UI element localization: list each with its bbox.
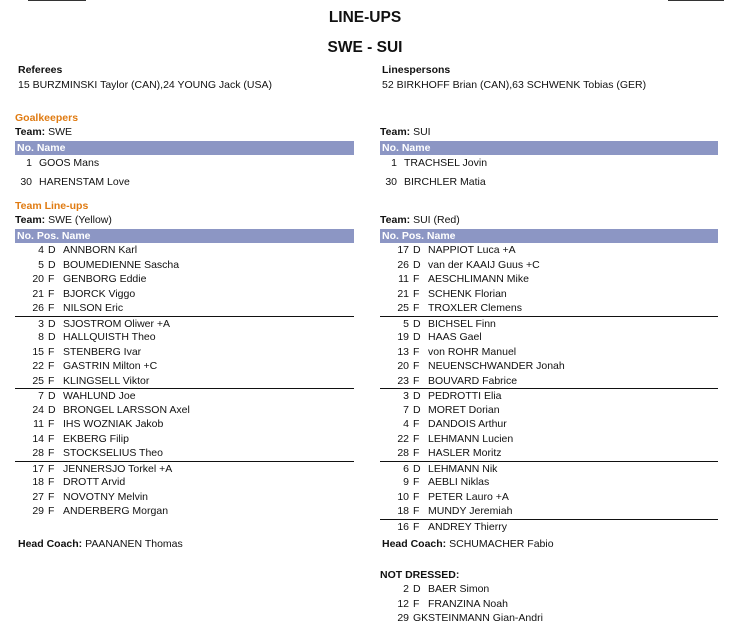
lineups-section-label: Team Line-ups xyxy=(15,200,89,212)
player-name: ANNBORN Karl xyxy=(63,244,138,256)
player-name: LEHMANN Lucien xyxy=(428,432,514,445)
lineup-right-team-name: SUI (Red) xyxy=(413,214,460,226)
player-name: NAPPIOT Luca +A xyxy=(428,244,516,256)
page-title: LINE-UPS xyxy=(328,9,402,26)
player-name: EKBERG Filip xyxy=(63,432,129,445)
player-name: AESCHLIMANN Mike xyxy=(428,273,529,285)
lineup-right-row xyxy=(380,374,718,389)
not-dressed-row xyxy=(380,611,718,626)
player-position: F xyxy=(48,490,55,503)
player-name: HAAS Gael xyxy=(428,331,482,343)
gk-row xyxy=(380,175,718,190)
player-position: F xyxy=(48,462,55,475)
player-name: KLINGSELL Viktor xyxy=(63,374,150,387)
gk-number: 1 xyxy=(391,157,397,169)
lineup-left-row xyxy=(15,504,354,519)
player-name: JENNERSJO Torkel +A xyxy=(63,462,173,475)
player-number: 20 xyxy=(32,273,44,285)
lineup-left-row xyxy=(15,417,354,432)
player-position: D xyxy=(48,331,56,343)
gk-right-header: No. Name xyxy=(380,141,718,155)
lineup-left-team-name: SWE (Yellow) xyxy=(48,214,112,226)
player-number: 14 xyxy=(32,432,44,445)
match-title: SWE - SUI xyxy=(327,39,403,56)
lineup-right-team-label: Team: xyxy=(380,214,411,226)
player-position: D xyxy=(48,403,56,416)
gk-row xyxy=(380,156,718,175)
gk-right-team xyxy=(380,126,431,138)
gk-row xyxy=(15,175,354,190)
player-number: 20 xyxy=(397,360,409,372)
lineup-right-row xyxy=(380,519,718,534)
player-number: 5 xyxy=(403,317,409,330)
player-number: 19 xyxy=(397,331,409,343)
player-number: 7 xyxy=(38,390,44,402)
lineup-left-row xyxy=(15,316,354,331)
player-name: BOUMEDIENNE Sascha xyxy=(63,258,180,271)
player-position: D xyxy=(413,258,421,271)
lineup-right-row xyxy=(380,301,718,316)
player-name: NEUENSCHWANDER Jonah xyxy=(428,360,565,372)
player-position: F xyxy=(413,505,420,517)
lineup-left-row xyxy=(15,446,354,461)
player-name: MORET Dorian xyxy=(428,403,500,416)
player-number: 4 xyxy=(403,418,409,430)
lineup-right-list xyxy=(380,243,718,533)
lineup-left-row xyxy=(15,287,354,302)
player-name: STEINMANN Gian-Andri xyxy=(428,612,543,624)
player-position: D xyxy=(48,244,56,256)
gk-number: 1 xyxy=(26,157,32,169)
linespersons-label: Linespersons xyxy=(382,64,451,76)
not-dressed-row xyxy=(380,597,718,612)
player-position: D xyxy=(48,390,56,402)
referees-label: Referees xyxy=(18,64,63,76)
player-name: FRANZINA Noah xyxy=(428,597,508,610)
player-position: F xyxy=(48,418,55,430)
gk-name: TRACHSEL Jovin xyxy=(404,157,488,169)
lineup-right-row xyxy=(380,475,718,490)
player-position: F xyxy=(413,273,420,285)
lineup-left-row xyxy=(15,345,354,360)
player-position: D xyxy=(413,390,421,402)
player-name: SJOSTROM Oliwer +A xyxy=(63,317,171,330)
lineup-right-row xyxy=(380,417,718,432)
player-position: F xyxy=(48,360,55,372)
player-position: F xyxy=(48,374,55,387)
player-number: 6 xyxy=(403,462,409,475)
player-name: SCHENK Florian xyxy=(428,287,507,300)
gk-number: 30 xyxy=(385,176,397,188)
gk-left-team-name: SWE xyxy=(48,126,72,138)
player-number: 8 xyxy=(38,331,44,343)
player-name: PEDROTTI Elia xyxy=(428,390,502,402)
player-name: ANDERBERG Morgan xyxy=(63,505,169,517)
player-number: 9 xyxy=(403,476,409,488)
player-position: D xyxy=(48,258,56,271)
player-name: BJORCK Viggo xyxy=(63,287,136,300)
player-number: 25 xyxy=(32,374,44,387)
player-name: PETER Lauro +A xyxy=(428,490,509,503)
player-name: HASLER Moritz xyxy=(428,447,502,459)
player-name: von ROHR Manuel xyxy=(428,345,517,358)
player-number: 18 xyxy=(32,476,44,488)
lineup-left-row xyxy=(15,388,354,403)
lineup-left-row xyxy=(15,475,354,490)
player-number: 28 xyxy=(32,447,44,459)
lineup-right-header: No. Pos. Name xyxy=(380,229,718,243)
referees-value: 15 BURZMINSKI Taylor (CAN),24 YOUNG Jack (USA) xyxy=(18,79,272,91)
player-name: DANDOIS Arthur xyxy=(428,418,507,430)
lineup-right-row xyxy=(380,490,718,505)
player-position: F xyxy=(48,447,55,459)
lineup-right-row xyxy=(380,403,718,418)
lineup-left-row xyxy=(15,243,354,258)
player-position: F xyxy=(413,597,420,610)
gk-right-team-label: Team: xyxy=(380,126,411,138)
player-number: 29 xyxy=(32,505,44,517)
player-number: 27 xyxy=(32,490,44,503)
player-number: 4 xyxy=(38,244,44,256)
player-name: NILSON Eric xyxy=(63,302,124,314)
player-number: 13 xyxy=(397,345,409,358)
lineup-right-row xyxy=(380,446,718,461)
lineup-right-row xyxy=(380,272,718,287)
player-number: 16 xyxy=(397,520,409,533)
player-number: 26 xyxy=(32,302,44,314)
lineup-right-row xyxy=(380,316,718,331)
player-number: 22 xyxy=(397,432,409,445)
lineup-left-header: No. Pos. Name xyxy=(15,229,354,243)
player-number: 2 xyxy=(403,583,409,595)
lineup-right-team xyxy=(380,214,460,226)
player-name: LEHMANN Nik xyxy=(428,462,498,475)
player-number: 18 xyxy=(397,505,409,517)
player-number: 3 xyxy=(38,317,44,330)
player-number: 11 xyxy=(33,418,44,430)
player-name: WAHLUND Joe xyxy=(63,390,136,402)
player-name: GENBORG Eddie xyxy=(63,273,147,285)
player-position: F xyxy=(413,520,420,533)
player-number: 11 xyxy=(398,273,409,285)
player-number: 12 xyxy=(397,597,409,610)
player-number: 7 xyxy=(403,403,409,416)
player-position: F xyxy=(48,273,55,285)
player-position: F xyxy=(413,360,420,372)
gk-left-header: No. Name xyxy=(15,141,354,155)
player-number: 29 xyxy=(397,612,409,624)
right-coach-name: SCHUMACHER Fabio xyxy=(449,538,554,550)
player-name: BICHSEL Finn xyxy=(428,317,496,330)
lineup-left-row xyxy=(15,403,354,418)
gk-number: 30 xyxy=(20,176,32,188)
lineup-right-row xyxy=(380,359,718,374)
player-name: BRONGEL LARSSON Axel xyxy=(63,403,190,416)
lineup-right-row xyxy=(380,345,718,360)
lineup-right-row xyxy=(380,243,718,258)
player-name: BAER Simon xyxy=(428,583,490,595)
gk-row xyxy=(15,156,354,175)
lineup-right-row xyxy=(380,432,718,447)
top-edge-mark-right xyxy=(668,0,724,1)
lineup-left-row xyxy=(15,330,354,345)
player-position: F xyxy=(413,432,420,445)
player-number: 22 xyxy=(32,360,44,372)
player-position: D xyxy=(413,317,421,330)
player-name: TROXLER Clemens xyxy=(428,302,522,314)
lineup-left-team-label: Team: xyxy=(15,214,46,226)
left-coach-label: Head Coach: xyxy=(18,538,83,550)
lineup-left-row xyxy=(15,301,354,316)
player-position: F xyxy=(48,476,55,488)
player-position: D xyxy=(413,583,421,595)
gk-name: BIRCHLER Matia xyxy=(404,176,486,188)
right-coach-label: Head Coach: xyxy=(382,538,447,550)
lineup-left-row xyxy=(15,258,354,273)
lineup-right-row xyxy=(380,330,718,345)
player-position: F xyxy=(413,374,420,387)
player-name: van der KAAIJ Guus +C xyxy=(428,258,540,271)
player-number: 10 xyxy=(397,490,409,503)
lineup-left-list xyxy=(15,243,354,519)
player-name: HALLQUISTH Theo xyxy=(63,331,156,343)
player-number: 21 xyxy=(32,287,44,300)
player-position: GK xyxy=(413,612,429,624)
player-number: 25 xyxy=(397,302,409,314)
player-number: 23 xyxy=(397,374,409,387)
player-name: AEBLI Niklas xyxy=(428,476,490,488)
player-number: 3 xyxy=(403,390,409,402)
lineup-left-row xyxy=(15,461,354,476)
player-position: F xyxy=(48,287,55,300)
player-position: D xyxy=(413,244,421,256)
gk-right-team-name: SUI xyxy=(413,126,431,138)
not-dressed-list xyxy=(380,582,718,626)
gk-left-list xyxy=(15,156,354,190)
right-head-coach xyxy=(382,538,554,550)
player-number: 15 xyxy=(32,345,44,358)
gk-name: GOOS Mans xyxy=(39,157,100,169)
lineup-left-row xyxy=(15,359,354,374)
lineup-left-row xyxy=(15,490,354,505)
linespersons-value: 52 BIRKHOFF Brian (CAN),63 SCHWENK Tobias (GER) xyxy=(382,79,647,91)
player-name: DROTT Arvid xyxy=(63,476,126,488)
gk-left-team xyxy=(15,126,72,138)
lineup-right-row xyxy=(380,461,718,476)
player-position: F xyxy=(413,490,420,503)
lineup-left-row xyxy=(15,272,354,287)
lineup-right-row xyxy=(380,258,718,273)
not-dressed-label: NOT DRESSED: xyxy=(380,569,460,581)
player-number: 28 xyxy=(397,447,409,459)
player-name: IHS WOZNIAK Jakob xyxy=(63,418,164,430)
gk-right-list xyxy=(380,156,718,190)
lineup-right-row xyxy=(380,504,718,519)
player-position: F xyxy=(413,418,420,430)
player-name: ANDREY Thierry xyxy=(428,520,507,533)
lineup-left-row xyxy=(15,374,354,389)
player-number: 26 xyxy=(397,258,409,271)
not-dressed-row xyxy=(380,582,718,597)
gk-left-team-label: Team: xyxy=(15,126,46,138)
player-position: F xyxy=(413,447,420,459)
player-name: GASTRIN Milton +C xyxy=(63,360,158,372)
lineup-left-team xyxy=(15,214,112,226)
player-position: D xyxy=(413,331,421,343)
lineup-right-row xyxy=(380,287,718,302)
player-position: F xyxy=(413,302,420,314)
player-name: STENBERG Ivar xyxy=(63,345,142,358)
player-number: 17 xyxy=(32,462,44,475)
player-position: F xyxy=(48,432,55,445)
player-position: F xyxy=(413,345,420,358)
player-name: MUNDY Jeremiah xyxy=(428,505,513,517)
player-number: 21 xyxy=(397,287,409,300)
player-name: STOCKSELIUS Theo xyxy=(63,447,163,459)
lineup-left-row xyxy=(15,432,354,447)
player-position: D xyxy=(48,317,56,330)
left-head-coach xyxy=(18,538,183,550)
left-coach-name: PAANANEN Thomas xyxy=(85,538,183,550)
gk-name: HARENSTAM Love xyxy=(39,176,130,188)
player-position: F xyxy=(48,302,55,314)
player-position: F xyxy=(48,505,55,517)
goalkeepers-section-label: Goalkeepers xyxy=(15,112,79,124)
player-position: D xyxy=(413,403,421,416)
player-number: 24 xyxy=(32,403,44,416)
player-number: 17 xyxy=(397,244,409,256)
player-name: BOUVARD Fabrice xyxy=(428,374,518,387)
player-position: F xyxy=(413,287,420,300)
lineup-right-row xyxy=(380,388,718,403)
player-position: D xyxy=(413,462,421,475)
player-position: F xyxy=(413,476,420,488)
player-name: NOVOTNY Melvin xyxy=(63,490,148,503)
player-number: 5 xyxy=(38,258,44,271)
player-position: F xyxy=(48,345,55,358)
top-edge-mark-left xyxy=(28,0,86,1)
